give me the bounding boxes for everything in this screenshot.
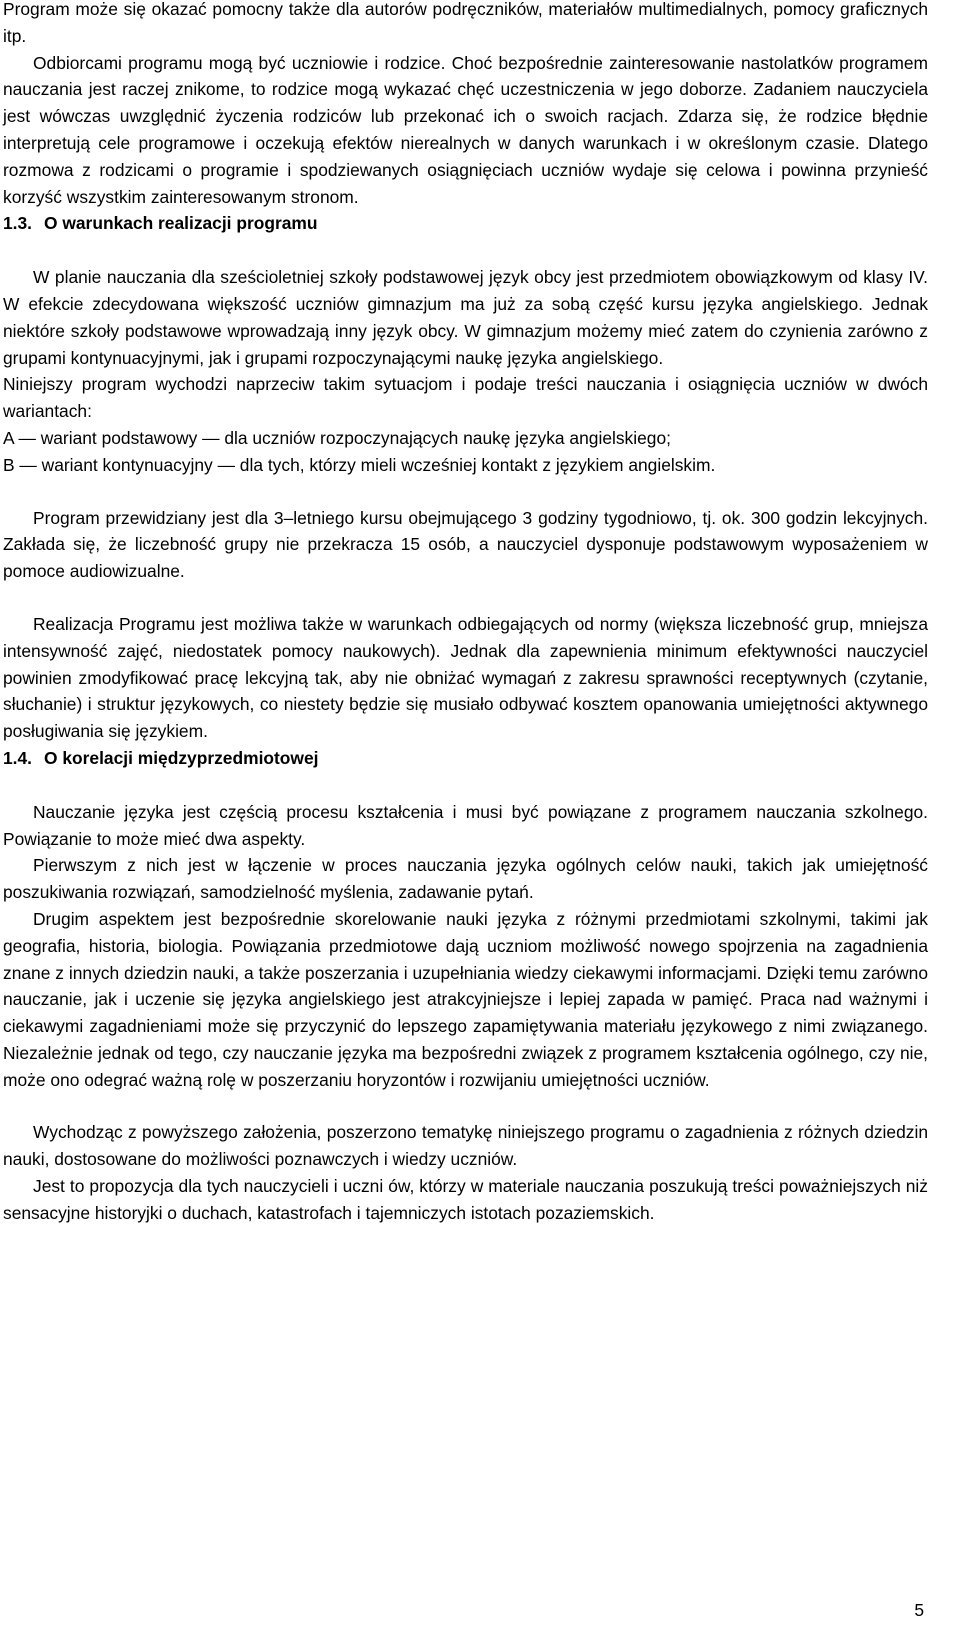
paragraph-1-3-3: Program przewidziany jest dla 3–letniego kursu obejmującego 3 godziny tygodniowo, tj. ok. 300 godzin lekcyjnych. Zakłada się, że liczebność grupy nie przekracza 15 osób, a nauczyciel dysponuje podstawowym wyposażeniem w pomoce audiowizualne. (3, 507, 928, 582)
section-title: O warunkach realizacji programu (44, 213, 318, 234)
paragraph-1-3-1: W planie nauczania dla sześcioletniej szkoły podstawowej język obcy jest przedmiotem obowiązkowym od klasy IV. W efekcie zdecydowana większość uczniów gimnazjum ma już za sobą część kursu języka angielskiego. Jednak niektóre szkoły podstawowe wprowadzają inny język obcy. W gimnazjum możemy mieć zatem do czynienia zarówno z grupami kontynuacyjnymi, jak i grupami rozpoczynającymi naukę języka angielskiego. (3, 267, 928, 368)
section-number: 1.4. (3, 747, 33, 768)
paragraph-1-4-2: Pierwszym z nich jest w łączenie w proces nauczania języka ogólnych celów nauki, takich jak umiejętność poszukiwania rozwiązań, samodzielność myślenia, zadawanie pytań. (3, 855, 928, 903)
paragraph-1-4-4: Wychodząc z powyższego założenia, poszerzono tematykę niniejszego programu o zagadnienia z różnych dziedzin nauki, dostosowane do możliwości poznawczych i wiedzy uczniów. (3, 1122, 928, 1170)
paragraph-1-4-5: Jest to propozycja dla tych nauczycieli i uczni ów, którzy w materiale nauczania poszukują treści poważniejszych niż sensacyjne historyjki o duchach, katastrofach i tajemniczych istotach pozaziemskich. (3, 1176, 928, 1223)
variant-b-item: B — wariant kontynuacyjny — dla tych, którzy mieli wcześniej kontakt z językiem angielskim. (3, 454, 716, 475)
paragraph-1-3-2: Niniejszy program wychodzi naprzeciw takim sytuacjom i podaje treści nauczania i osiągnięcia uczniów w dwóch wariantach: (3, 374, 928, 422)
paragraph-intro-1: Program może się okazać pomocny także dla autorów podręczników, materiałów multimedialnych, pomocy graficznych itp. (3, 0, 928, 46)
section-heading-1-4 (3, 745, 928, 772)
variant-a-item: A — wariant podstawowy — dla uczniów rozpoczynających naukę języka angielskiego; (3, 427, 671, 448)
section-title: O korelacji międzyprzedmiotowej (44, 747, 319, 768)
section-number: 1.3. (3, 213, 33, 234)
document-body (3, 0, 928, 1227)
section-heading-1-3 (3, 210, 928, 237)
paragraph-1-4-3: Drugim aspektem jest bezpośrednie skorelowanie nauki języka z różnymi przedmiotami szkolnymi, takimi jak geografia, historia, biologia. Powiązania przedmiotowe dają uczniom możliwość nowego spojrzenia na zagadnienia znane z innych dziedzin nauki, a także poszerzania i uzupełniania wiedzy ciekawymi informacjami. Dzięki temu zarówno nauczanie, jak i uczenie się języka angielskiego jest atrakcyjniejsze i lepiej zapada w pamięć. Praca nad ważnymi i ciekawymi zagadnieniami może się przyczynić do lepszego zapamiętywania materiału językowego z nimi związanego. Niezależnie jednak od tego, czy nauczanie języka ma bezpośredni związek z programem kształcenia ogólnego, czy nie, może ono odegrać ważną rolę w poszerzaniu horyzontów i rozwijaniu umiejętności uczniów. (3, 908, 928, 1090)
paragraph-1-4-1: Nauczanie języka jest częścią procesu kształcenia i musi być powiązane z programem nauczania szkolnego. Powiązanie to może mieć dwa aspekty. (3, 801, 928, 849)
page-number: 5 (914, 1600, 924, 1620)
paragraph-1-3-4: Realizacja Programu jest możliwa także w warunkach odbiegających od normy (większa liczebność grup, mniejsza intensywność zajęć, niedostatek pomocy naukowych). Jednak dla zapewnienia minimum efektywności nauczyciel powinien zmodyfikować pracę lekcyjną tak, aby nie obniżać wymagań z zakresu sprawności receptywnych (czytanie, słuchanie) i struktur językowych, co niestety będzie się musiało odbywać kosztem opanowania umiejętności aktywnego posługiwania się językiem. (3, 613, 928, 742)
paragraph-intro-2: Odbiorcami programu mogą być uczniowie i rodzice. Choć bezpośrednie zainteresowanie nastolatków programem nauczania jest raczej znikome, to rodzice mogą wykazać chęć uczestniczenia w jego doborze. Zadaniem nauczyciela jest wówczas uwzględnić życzenia rodziców lub przekonać ich o swoich racjach. Zdarza się, że rodzice błędnie interpretują cele programowe i oczekują efektów nierealnych w danych warunkach i w określonym czasie. Dlatego rozmowa z rodzicami o programie i spodziewanych osiągnięciach uczniów wydaje się celowa i powinna przynieść korzyść wszystkim zainteresowanym stronom. (3, 52, 928, 207)
